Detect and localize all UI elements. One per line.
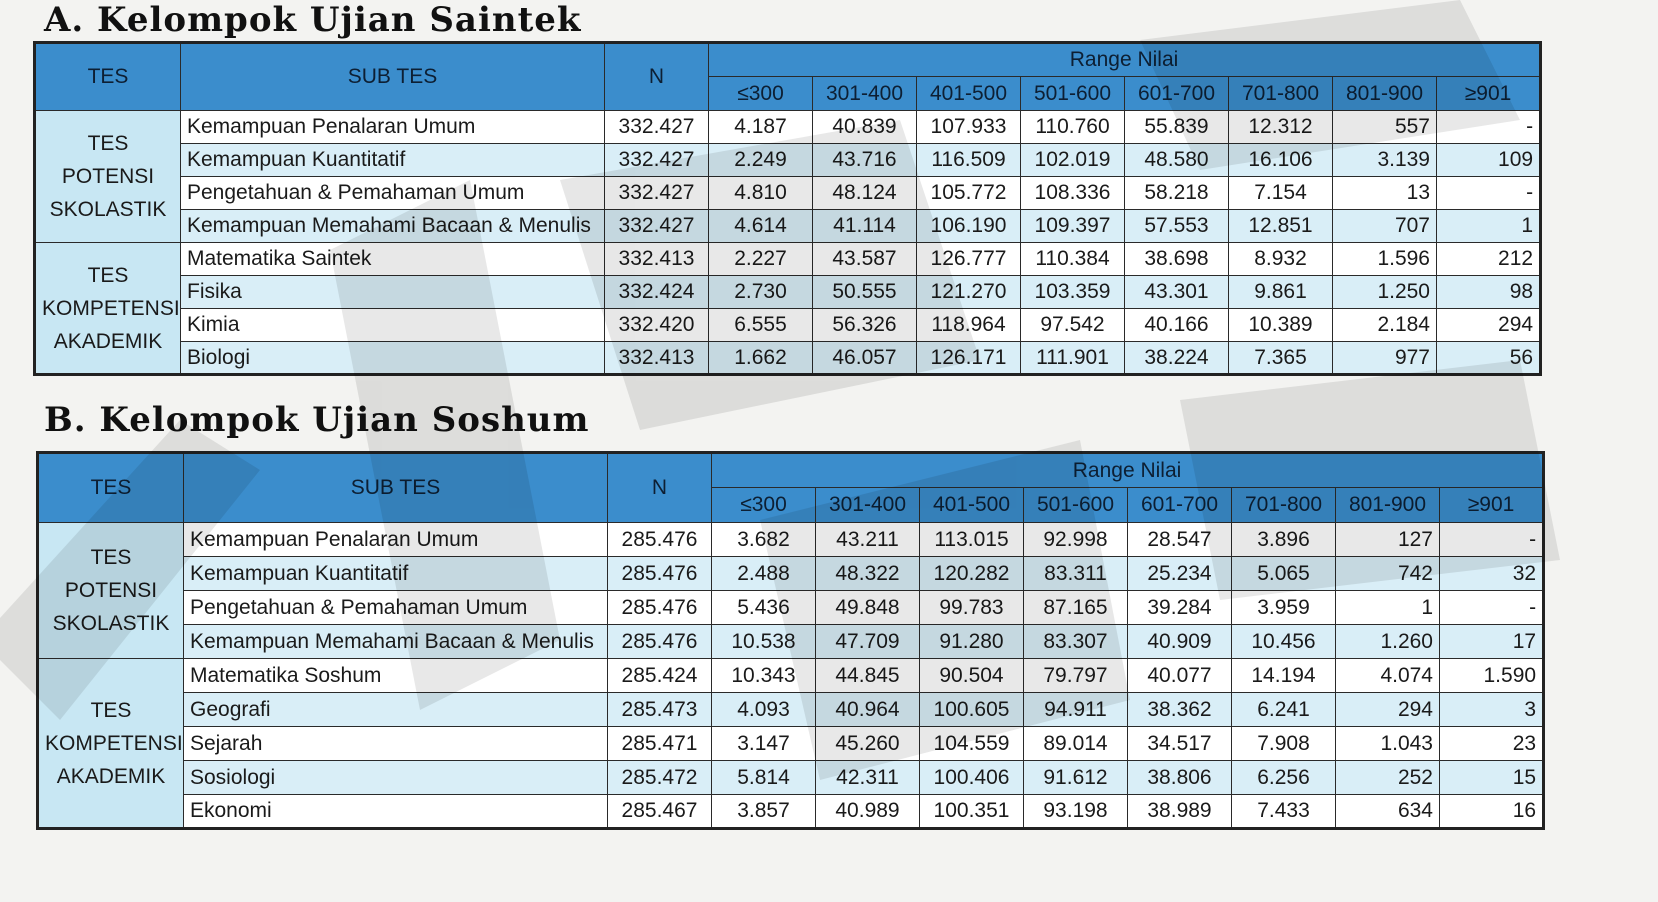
value-cell: 38.989 [1128,795,1232,829]
value-cell: 6.555 [709,309,813,342]
value-cell: 87.165 [1024,591,1128,625]
value-cell: 100.406 [920,761,1024,795]
value-cell: - [1440,523,1544,557]
value-cell: 2.488 [712,557,816,591]
value-cell: 5.065 [1232,557,1336,591]
value-cell: 13 [1333,177,1437,210]
soshum-score-table [36,451,1545,830]
value-cell: 102.019 [1021,144,1125,177]
header-range-4: 601-700 [1128,488,1232,523]
subtes-cell: Sejarah [184,727,608,761]
value-cell: 2.730 [709,276,813,309]
value-cell: 294 [1437,309,1541,342]
value-cell: 8.932 [1229,243,1333,276]
table-row [38,727,1544,761]
value-cell: 25.234 [1128,557,1232,591]
n-cell: 285.476 [608,625,712,659]
value-cell: 23 [1440,727,1544,761]
n-cell: 332.424 [605,276,709,309]
value-cell: 99.783 [920,591,1024,625]
header-subtes: SUB TES [181,43,605,111]
value-cell: 7.908 [1232,727,1336,761]
value-cell: 12.312 [1229,111,1333,144]
subtes-cell: Kemampuan Kuantitatif [181,144,605,177]
value-cell: 3.857 [712,795,816,829]
n-cell: 332.427 [605,177,709,210]
header-range-5: 701-800 [1229,77,1333,111]
n-cell: 285.424 [608,659,712,693]
value-cell: 40.166 [1125,309,1229,342]
value-cell: 12.851 [1229,210,1333,243]
subtes-cell: Kimia [181,309,605,342]
header-range-4: 601-700 [1125,77,1229,111]
table-row [35,177,1541,210]
value-cell: 116.509 [917,144,1021,177]
value-cell: 2.227 [709,243,813,276]
value-cell: 97.542 [1021,309,1125,342]
table-row [38,795,1544,829]
value-cell: 98 [1437,276,1541,309]
table-row [38,693,1544,727]
group-label: TES KOMPETENSI AKADEMIK [38,659,184,829]
value-cell: 50.555 [813,276,917,309]
value-cell: 40.909 [1128,625,1232,659]
value-cell: 9.861 [1229,276,1333,309]
n-cell: 285.467 [608,795,712,829]
group-label: TES POTENSI SKOLASTIK [35,111,181,243]
value-cell: 120.282 [920,557,1024,591]
section-title-soshum: B. Kelompok Ujian Soshum [44,400,590,440]
table-row [35,342,1541,375]
n-cell: 285.472 [608,761,712,795]
value-cell: 43.211 [816,523,920,557]
value-cell: 7.365 [1229,342,1333,375]
value-cell: 7.433 [1232,795,1336,829]
value-cell: 3.959 [1232,591,1336,625]
value-cell: 121.270 [917,276,1021,309]
value-cell: 10.538 [712,625,816,659]
value-cell: 5.814 [712,761,816,795]
value-cell: 4.810 [709,177,813,210]
value-cell: 46.057 [813,342,917,375]
table-row [38,557,1544,591]
subtes-cell: Kemampuan Kuantitatif [184,557,608,591]
value-cell: 3.682 [712,523,816,557]
value-cell: 93.198 [1024,795,1128,829]
value-cell: 14.194 [1232,659,1336,693]
value-cell: 43.716 [813,144,917,177]
section-title-saintek: A. Kelompok Ujian Saintek [44,0,582,40]
value-cell: 110.760 [1021,111,1125,144]
table-row [35,111,1541,144]
value-cell: 212 [1437,243,1541,276]
value-cell: 42.311 [816,761,920,795]
value-cell: 3.147 [712,727,816,761]
value-cell: 127 [1336,523,1440,557]
value-cell: 38.362 [1128,693,1232,727]
subtes-cell: Ekonomi [184,795,608,829]
group-label: TES POTENSI SKOLASTIK [38,523,184,659]
header-range-nilai: Range Nilai [709,43,1541,77]
value-cell: 103.359 [1021,276,1125,309]
value-cell: 4.614 [709,210,813,243]
value-cell: 252 [1336,761,1440,795]
value-cell: 100.351 [920,795,1024,829]
value-cell: - [1437,177,1541,210]
value-cell: 105.772 [917,177,1021,210]
subtes-cell: Matematika Saintek [181,243,605,276]
value-cell: 49.848 [816,591,920,625]
value-cell: 47.709 [816,625,920,659]
value-cell: 43.301 [1125,276,1229,309]
value-cell: 100.605 [920,693,1024,727]
value-cell: 707 [1333,210,1437,243]
value-cell: 57.553 [1125,210,1229,243]
value-cell: 3.896 [1232,523,1336,557]
value-cell: 1.596 [1333,243,1437,276]
value-cell: 294 [1336,693,1440,727]
header-range-6: 801-900 [1333,77,1437,111]
subtes-cell: Kemampuan Memahami Bacaan & Menulis [181,210,605,243]
value-cell: 79.797 [1024,659,1128,693]
value-cell: 44.845 [816,659,920,693]
value-cell: 118.964 [917,309,1021,342]
value-cell: 4.093 [712,693,816,727]
value-cell: 89.014 [1024,727,1128,761]
header-range-0: ≤300 [712,488,816,523]
table-row [35,210,1541,243]
header-range-5: 701-800 [1232,488,1336,523]
value-cell: 48.580 [1125,144,1229,177]
value-cell: 90.504 [920,659,1024,693]
value-cell: 91.280 [920,625,1024,659]
value-cell: 38.698 [1125,243,1229,276]
value-cell: 1.250 [1333,276,1437,309]
value-cell: 34.517 [1128,727,1232,761]
value-cell: - [1440,591,1544,625]
n-cell: 285.476 [608,523,712,557]
value-cell: 113.015 [920,523,1024,557]
value-cell: 742 [1336,557,1440,591]
value-cell: 10.389 [1229,309,1333,342]
value-cell: 7.154 [1229,177,1333,210]
n-cell: 285.476 [608,557,712,591]
header-n: N [608,453,712,523]
value-cell: 557 [1333,111,1437,144]
value-cell: - [1437,111,1541,144]
value-cell: 48.124 [813,177,917,210]
value-cell: 6.241 [1232,693,1336,727]
header-range-2: 401-500 [920,488,1024,523]
value-cell: 32 [1440,557,1544,591]
value-cell: 83.307 [1024,625,1128,659]
value-cell: 38.806 [1128,761,1232,795]
n-cell: 332.427 [605,111,709,144]
subtes-cell: Pengetahuan & Pemahaman Umum [184,591,608,625]
n-cell: 332.413 [605,243,709,276]
value-cell: 6.256 [1232,761,1336,795]
table-row [38,659,1544,693]
value-cell: 108.336 [1021,177,1125,210]
header-range-7: ≥901 [1440,488,1544,523]
table-row [35,144,1541,177]
header-range-3: 501-600 [1024,488,1128,523]
value-cell: 15 [1440,761,1544,795]
value-cell: 94.911 [1024,693,1128,727]
value-cell: 16 [1440,795,1544,829]
value-cell: 4.187 [709,111,813,144]
value-cell: 1 [1336,591,1440,625]
n-cell: 285.476 [608,591,712,625]
value-cell: 55.839 [1125,111,1229,144]
value-cell: 1.043 [1336,727,1440,761]
header-tes: TES [35,43,181,111]
header-range-6: 801-900 [1336,488,1440,523]
value-cell: 109.397 [1021,210,1125,243]
table-row [35,276,1541,309]
table-row [38,523,1544,557]
subtes-cell: Kemampuan Penalaran Umum [184,523,608,557]
value-cell: 56 [1437,342,1541,375]
value-cell: 110.384 [1021,243,1125,276]
n-cell: 332.420 [605,309,709,342]
value-cell: 16.106 [1229,144,1333,177]
value-cell: 104.559 [920,727,1024,761]
value-cell: 4.074 [1336,659,1440,693]
table-row [38,591,1544,625]
table-row [38,761,1544,795]
subtes-cell: Fisika [181,276,605,309]
n-cell: 332.427 [605,144,709,177]
n-cell: 332.427 [605,210,709,243]
header-range-1: 301-400 [813,77,917,111]
value-cell: 83.311 [1024,557,1128,591]
value-cell: 634 [1336,795,1440,829]
value-cell: 45.260 [816,727,920,761]
table-row [35,309,1541,342]
value-cell: 5.436 [712,591,816,625]
subtes-cell: Matematika Soshum [184,659,608,693]
saintek-score-table [33,41,1542,376]
n-cell: 332.413 [605,342,709,375]
subtes-cell: Kemampuan Memahami Bacaan & Menulis [184,625,608,659]
value-cell: 28.547 [1128,523,1232,557]
value-cell: 38.224 [1125,342,1229,375]
n-cell: 285.471 [608,727,712,761]
header-range-2: 401-500 [917,77,1021,111]
value-cell: 126.171 [917,342,1021,375]
value-cell: 1.260 [1336,625,1440,659]
value-cell: 3 [1440,693,1544,727]
value-cell: 56.326 [813,309,917,342]
header-range-1: 301-400 [816,488,920,523]
table-row [35,243,1541,276]
header-range-3: 501-600 [1021,77,1125,111]
value-cell: 92.998 [1024,523,1128,557]
table-row [38,625,1544,659]
header-range-7: ≥901 [1437,77,1541,111]
value-cell: 1.590 [1440,659,1544,693]
subtes-cell: Sosiologi [184,761,608,795]
value-cell: 10.343 [712,659,816,693]
header-tes: TES [38,453,184,523]
value-cell: 1.662 [709,342,813,375]
header-range-0: ≤300 [709,77,813,111]
value-cell: 41.114 [813,210,917,243]
value-cell: 111.901 [1021,342,1125,375]
value-cell: 977 [1333,342,1437,375]
subtes-cell: Biologi [181,342,605,375]
value-cell: 2.184 [1333,309,1437,342]
value-cell: 1 [1437,210,1541,243]
value-cell: 58.218 [1125,177,1229,210]
group-label: TES KOMPETENSI AKADEMIK [35,243,181,375]
value-cell: 40.989 [816,795,920,829]
value-cell: 17 [1440,625,1544,659]
n-cell: 285.473 [608,693,712,727]
value-cell: 2.249 [709,144,813,177]
value-cell: 126.777 [917,243,1021,276]
value-cell: 106.190 [917,210,1021,243]
header-n: N [605,43,709,111]
value-cell: 91.612 [1024,761,1128,795]
header-subtes: SUB TES [184,453,608,523]
value-cell: 48.322 [816,557,920,591]
subtes-cell: Kemampuan Penalaran Umum [181,111,605,144]
subtes-cell: Pengetahuan & Pemahaman Umum [181,177,605,210]
value-cell: 40.839 [813,111,917,144]
value-cell: 10.456 [1232,625,1336,659]
value-cell: 109 [1437,144,1541,177]
value-cell: 40.077 [1128,659,1232,693]
header-range-nilai: Range Nilai [712,453,1544,488]
value-cell: 43.587 [813,243,917,276]
value-cell: 107.933 [917,111,1021,144]
value-cell: 39.284 [1128,591,1232,625]
subtes-cell: Geografi [184,693,608,727]
value-cell: 40.964 [816,693,920,727]
value-cell: 3.139 [1333,144,1437,177]
